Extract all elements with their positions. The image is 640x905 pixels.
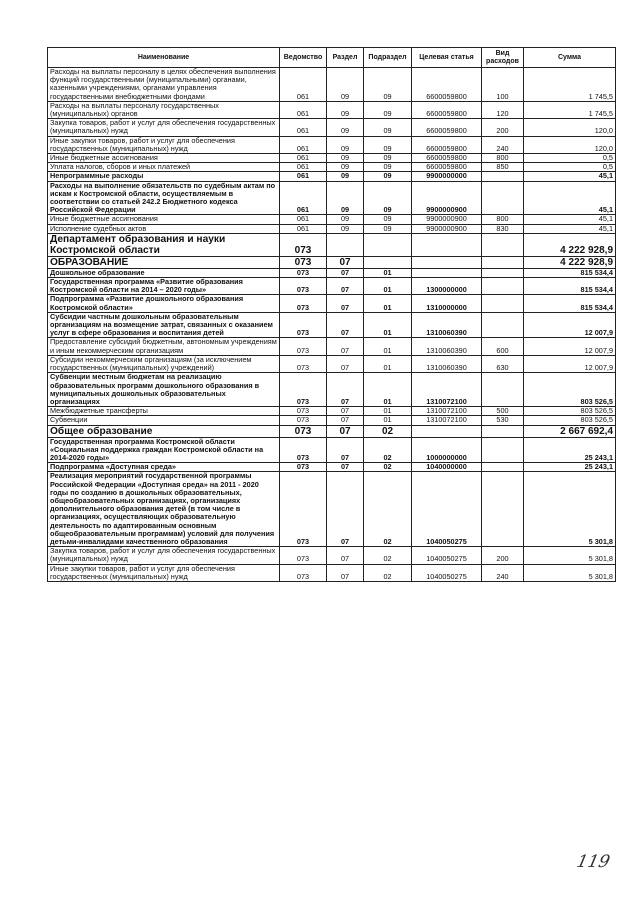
cell-name: Государственная программа «Развитие образования Костромской области на 2014 – 2020 годы»: [48, 278, 280, 295]
cell-vr: [482, 172, 524, 181]
cell-ved: 073: [280, 463, 327, 472]
cell-name: Дошкольное образование: [48, 268, 280, 277]
cell-cs: 6600059800: [412, 68, 482, 102]
cell-podrazdel: 09: [364, 154, 412, 163]
table-row: [48, 547, 616, 564]
cell-sum: 45,1: [524, 181, 616, 215]
budget-table: [47, 47, 616, 582]
cell-cs: 1310060390: [412, 312, 482, 338]
table-row: [48, 136, 616, 153]
cell-sum: 815 534,4: [524, 278, 616, 295]
cell-sum: 4 222 928,9: [524, 233, 616, 256]
cell-cs: 6600059800: [412, 119, 482, 136]
table-body: [48, 68, 616, 582]
cell-ved: 061: [280, 172, 327, 181]
cell-vr: 200: [482, 547, 524, 564]
cell-razdel: 07: [327, 256, 364, 268]
cell-razdel: 07: [327, 472, 364, 547]
cell-podrazdel: 09: [364, 68, 412, 102]
cell-name: Подпрограмма «Доступная среда»: [48, 463, 280, 472]
cell-podrazdel: 02: [364, 472, 412, 547]
cell-name: Закупка товаров, работ и услуг для обеспечения государственных (муниципальных) нужд: [48, 547, 280, 564]
cell-vr: 600: [482, 338, 524, 355]
cell-ved: 073: [280, 312, 327, 338]
cell-vr: [482, 233, 524, 256]
cell-vr: 200: [482, 119, 524, 136]
cell-razdel: 07: [327, 564, 364, 581]
table-row: [48, 278, 616, 295]
cell-sum: 5 301,8: [524, 547, 616, 564]
cell-vr: 240: [482, 564, 524, 581]
cell-podrazdel: 09: [364, 172, 412, 181]
cell-ved: 061: [280, 136, 327, 153]
cell-ved: 073: [280, 278, 327, 295]
cell-razdel: 07: [327, 355, 364, 372]
table-row: [48, 119, 616, 136]
cell-razdel: 07: [327, 338, 364, 355]
cell-name: ОБРАЗОВАНИЕ: [48, 256, 280, 268]
cell-razdel: 09: [327, 215, 364, 224]
cell-cs: 1300000000: [412, 278, 482, 295]
cell-cs: 9900000900: [412, 215, 482, 224]
cell-razdel: 09: [327, 163, 364, 172]
cell-razdel: 09: [327, 68, 364, 102]
cell-cs: 6600059800: [412, 136, 482, 153]
cell-vr: 850: [482, 163, 524, 172]
cell-podrazdel: 02: [364, 564, 412, 581]
cell-cs: 1310060390: [412, 338, 482, 355]
cell-name: Расходы на выполнение обязательств по судебным актам по искам к Костромской области, осуществляемым в соответствии со статьей 242.2 Бюджетного кодекса Российской Федерации: [48, 181, 280, 215]
cell-podrazdel: 01: [364, 407, 412, 416]
cell-ved: 073: [280, 233, 327, 256]
cell-ved: 061: [280, 119, 327, 136]
cell-ved: 073: [280, 268, 327, 277]
cell-vr: [482, 268, 524, 277]
table-row: [48, 68, 616, 102]
table-row: [48, 101, 616, 118]
cell-cs: 9900000900: [412, 181, 482, 215]
cell-ved: 061: [280, 154, 327, 163]
cell-name: Иные закупки товаров, работ и услуг для обеспечения государственных (муниципальных) нужд: [48, 136, 280, 153]
cell-name: Иные бюджетные ассигнования: [48, 154, 280, 163]
cell-podrazdel: 02: [364, 463, 412, 472]
table-row: [48, 295, 616, 312]
cell-podrazdel: 01: [364, 373, 412, 407]
cell-podrazdel: 09: [364, 181, 412, 215]
cell-podrazdel: 01: [364, 268, 412, 277]
cell-razdel: 09: [327, 224, 364, 233]
cell-sum: 1 745,5: [524, 68, 616, 102]
cell-podrazdel: 02: [364, 425, 412, 437]
cell-ved: 073: [280, 425, 327, 437]
cell-podrazdel: [364, 233, 412, 256]
table-row: [48, 268, 616, 277]
table-row: [48, 312, 616, 338]
cell-razdel: 09: [327, 119, 364, 136]
cell-razdel: 07: [327, 547, 364, 564]
cell-ved: 073: [280, 373, 327, 407]
table-row: [48, 154, 616, 163]
cell-vr: 100: [482, 68, 524, 102]
cell-vr: [482, 181, 524, 215]
cell-podrazdel: 02: [364, 437, 412, 463]
cell-cs: [412, 425, 482, 437]
cell-cs: 6600059800: [412, 154, 482, 163]
table-row: [48, 215, 616, 224]
cell-cs: 1040050275: [412, 547, 482, 564]
cell-vr: 630: [482, 355, 524, 372]
cell-cs: [412, 233, 482, 256]
cell-podrazdel: 01: [364, 278, 412, 295]
cell-sum: 12 007,9: [524, 338, 616, 355]
cell-name: Закупка товаров, работ и услуг для обеспечения государственных (муниципальных) нужд: [48, 119, 280, 136]
cell-sum: 120,0: [524, 119, 616, 136]
table-row: [48, 233, 616, 256]
budget-sheet: [47, 47, 616, 582]
cell-name: Расходы на выплаты персоналу в целях обеспечения выполнения функций государственными (муниципальными) органами, казенными учреждениями, органами управления государственными внебюджетными фондами: [48, 68, 280, 102]
cell-podrazdel: 01: [364, 312, 412, 338]
header-razdel: Раздел: [327, 48, 364, 68]
cell-vr: 240: [482, 136, 524, 153]
cell-name: Государственная программа Костромской области «Социальная поддержка граждан Костромской области на 2014-2020 годы»: [48, 437, 280, 463]
cell-podrazdel: 09: [364, 119, 412, 136]
cell-name: Непрограммные расходы: [48, 172, 280, 181]
cell-razdel: 07: [327, 312, 364, 338]
cell-cs: 1310072100: [412, 416, 482, 425]
cell-sum: 25 243,1: [524, 437, 616, 463]
cell-vr: 800: [482, 154, 524, 163]
cell-sum: 4 222 928,9: [524, 256, 616, 268]
cell-razdel: 07: [327, 278, 364, 295]
cell-podrazdel: 01: [364, 355, 412, 372]
cell-name: Межбюджетные трансферты: [48, 407, 280, 416]
cell-ved: 073: [280, 437, 327, 463]
cell-ved: 061: [280, 215, 327, 224]
cell-ved: 061: [280, 101, 327, 118]
header-cs: Целевая статья: [412, 48, 482, 68]
cell-ved: 073: [280, 472, 327, 547]
cell-sum: 12 007,9: [524, 355, 616, 372]
cell-razdel: 07: [327, 295, 364, 312]
cell-vr: [482, 472, 524, 547]
cell-sum: 5 301,8: [524, 564, 616, 581]
cell-name: Уплата налогов, сборов и иных платежей: [48, 163, 280, 172]
cell-sum: 120,0: [524, 136, 616, 153]
cell-razdel: 07: [327, 437, 364, 463]
cell-vr: [482, 295, 524, 312]
cell-sum: 45,1: [524, 215, 616, 224]
cell-podrazdel: 09: [364, 215, 412, 224]
cell-name: Предоставление субсидий бюджетным, автономным учреждениям и иным некоммерческим организациям: [48, 338, 280, 355]
cell-sum: 45,1: [524, 172, 616, 181]
cell-vr: [482, 278, 524, 295]
cell-cs: 6600059800: [412, 163, 482, 172]
cell-razdel: 07: [327, 463, 364, 472]
cell-cs: 9900000000: [412, 172, 482, 181]
cell-cs: 9900000900: [412, 224, 482, 233]
cell-razdel: 09: [327, 101, 364, 118]
cell-name: Субсидии некоммерческим организациям (за исключением государственных (муниципальных) учреждений): [48, 355, 280, 372]
table-row: [48, 181, 616, 215]
table-row: [48, 437, 616, 463]
cell-vr: [482, 463, 524, 472]
cell-name: Общее образование: [48, 425, 280, 437]
cell-ved: 073: [280, 564, 327, 581]
cell-sum: 0,5: [524, 163, 616, 172]
header-vr: Вид расходов: [482, 48, 524, 68]
cell-name: Субвенции местным бюджетам на реализацию образовательных программ дошкольного образования в муниципальных дошкольных образовательных организациях: [48, 373, 280, 407]
cell-razdel: 07: [327, 416, 364, 425]
cell-vr: [482, 373, 524, 407]
cell-ved: 061: [280, 68, 327, 102]
table-row: [48, 172, 616, 181]
cell-sum: 803 526,5: [524, 373, 616, 407]
table-row: [48, 355, 616, 372]
cell-vr: 500: [482, 407, 524, 416]
cell-cs: 6600059800: [412, 101, 482, 118]
cell-vr: 830: [482, 224, 524, 233]
cell-cs: [412, 256, 482, 268]
cell-razdel: 07: [327, 425, 364, 437]
cell-cs: 1000000000: [412, 437, 482, 463]
cell-name: Реализация мероприятий государственной программы Российской Федерации «Доступная среда» на 2011 - 2020 годы по созданию в дошкольных образовательных, общеобразовательных организациях, организациях дополнительного образования детей (в том числе в организациях, осуществляющих образовательную деятельность по адаптированным основным общеобразовательным программам) условий для получения детьми-инвалидами качественного образования: [48, 472, 280, 547]
cell-sum: 815 534,4: [524, 268, 616, 277]
cell-sum: 5 301,8: [524, 472, 616, 547]
table-row: [48, 425, 616, 437]
table-row: [48, 224, 616, 233]
table-row: [48, 472, 616, 547]
cell-razdel: 09: [327, 181, 364, 215]
cell-podrazdel: 01: [364, 295, 412, 312]
cell-cs: 1040050275: [412, 564, 482, 581]
cell-name: Иные закупки товаров, работ и услуг для обеспечения государственных (муниципальных) нужд: [48, 564, 280, 581]
cell-podrazdel: 01: [364, 338, 412, 355]
table-row: [48, 564, 616, 581]
cell-podrazdel: 01: [364, 416, 412, 425]
table-row: [48, 338, 616, 355]
cell-ved: 073: [280, 416, 327, 425]
header-sum: Сумма: [524, 48, 616, 68]
cell-name: Подпрограмма «Развитие дошкольного образования Костромской области»: [48, 295, 280, 312]
cell-podrazdel: 09: [364, 163, 412, 172]
cell-name: Иные бюджетные ассигнования: [48, 215, 280, 224]
cell-name: Субсидии частным дошкольным образовательным организациям на возмещение затрат, связанных с оказанием услуг в сфере образования и воспитания детей: [48, 312, 280, 338]
cell-razdel: 07: [327, 373, 364, 407]
cell-vr: 800: [482, 215, 524, 224]
cell-name: Субвенции: [48, 416, 280, 425]
cell-ved: 073: [280, 338, 327, 355]
cell-podrazdel: [364, 256, 412, 268]
cell-ved: 061: [280, 163, 327, 172]
cell-vr: 120: [482, 101, 524, 118]
cell-ved: 073: [280, 256, 327, 268]
cell-cs: 1310000000: [412, 295, 482, 312]
cell-name: Исполнение судебных актов: [48, 224, 280, 233]
cell-sum: 803 526,5: [524, 407, 616, 416]
cell-cs: [412, 268, 482, 277]
cell-razdel: 07: [327, 268, 364, 277]
table-row: [48, 407, 616, 416]
cell-vr: 530: [482, 416, 524, 425]
page-number: 119: [574, 852, 612, 872]
cell-sum: 25 243,1: [524, 463, 616, 472]
table-row: [48, 373, 616, 407]
cell-podrazdel: 09: [364, 224, 412, 233]
cell-cs: 1040000000: [412, 463, 482, 472]
table-row: [48, 163, 616, 172]
table-row: [48, 416, 616, 425]
table-row: [48, 256, 616, 268]
cell-cs: 1040050275: [412, 472, 482, 547]
cell-ved: 061: [280, 224, 327, 233]
table-header-row: [48, 48, 616, 68]
cell-sum: 1 745,5: [524, 101, 616, 118]
cell-sum: 2 667 692,4: [524, 425, 616, 437]
cell-cs: 1310060390: [412, 355, 482, 372]
cell-sum: 803 526,5: [524, 416, 616, 425]
header-podrazdel: Подраздел: [364, 48, 412, 68]
cell-sum: 815 534,4: [524, 295, 616, 312]
cell-name: Расходы на выплаты персоналу государственных (муниципальных) органов: [48, 101, 280, 118]
cell-ved: 073: [280, 355, 327, 372]
cell-razdel: 09: [327, 154, 364, 163]
cell-podrazdel: 02: [364, 547, 412, 564]
header-name: Наименование: [48, 48, 280, 68]
table-row: [48, 463, 616, 472]
cell-vr: [482, 437, 524, 463]
cell-podrazdel: 09: [364, 136, 412, 153]
cell-cs: 1310072100: [412, 407, 482, 416]
cell-ved: 073: [280, 407, 327, 416]
cell-razdel: 07: [327, 407, 364, 416]
cell-vr: [482, 425, 524, 437]
cell-ved: 073: [280, 295, 327, 312]
cell-razdel: 09: [327, 172, 364, 181]
cell-ved: 061: [280, 181, 327, 215]
cell-ved: 073: [280, 547, 327, 564]
cell-name: Департамент образования и науки Костромской области: [48, 233, 280, 256]
cell-razdel: 09: [327, 136, 364, 153]
cell-sum: 12 007,9: [524, 312, 616, 338]
cell-vr: [482, 256, 524, 268]
cell-razdel: [327, 233, 364, 256]
cell-sum: 45,1: [524, 224, 616, 233]
cell-cs: 1310072100: [412, 373, 482, 407]
cell-sum: 0,5: [524, 154, 616, 163]
cell-vr: [482, 312, 524, 338]
header-ved: Ведомство: [280, 48, 327, 68]
cell-podrazdel: 09: [364, 101, 412, 118]
